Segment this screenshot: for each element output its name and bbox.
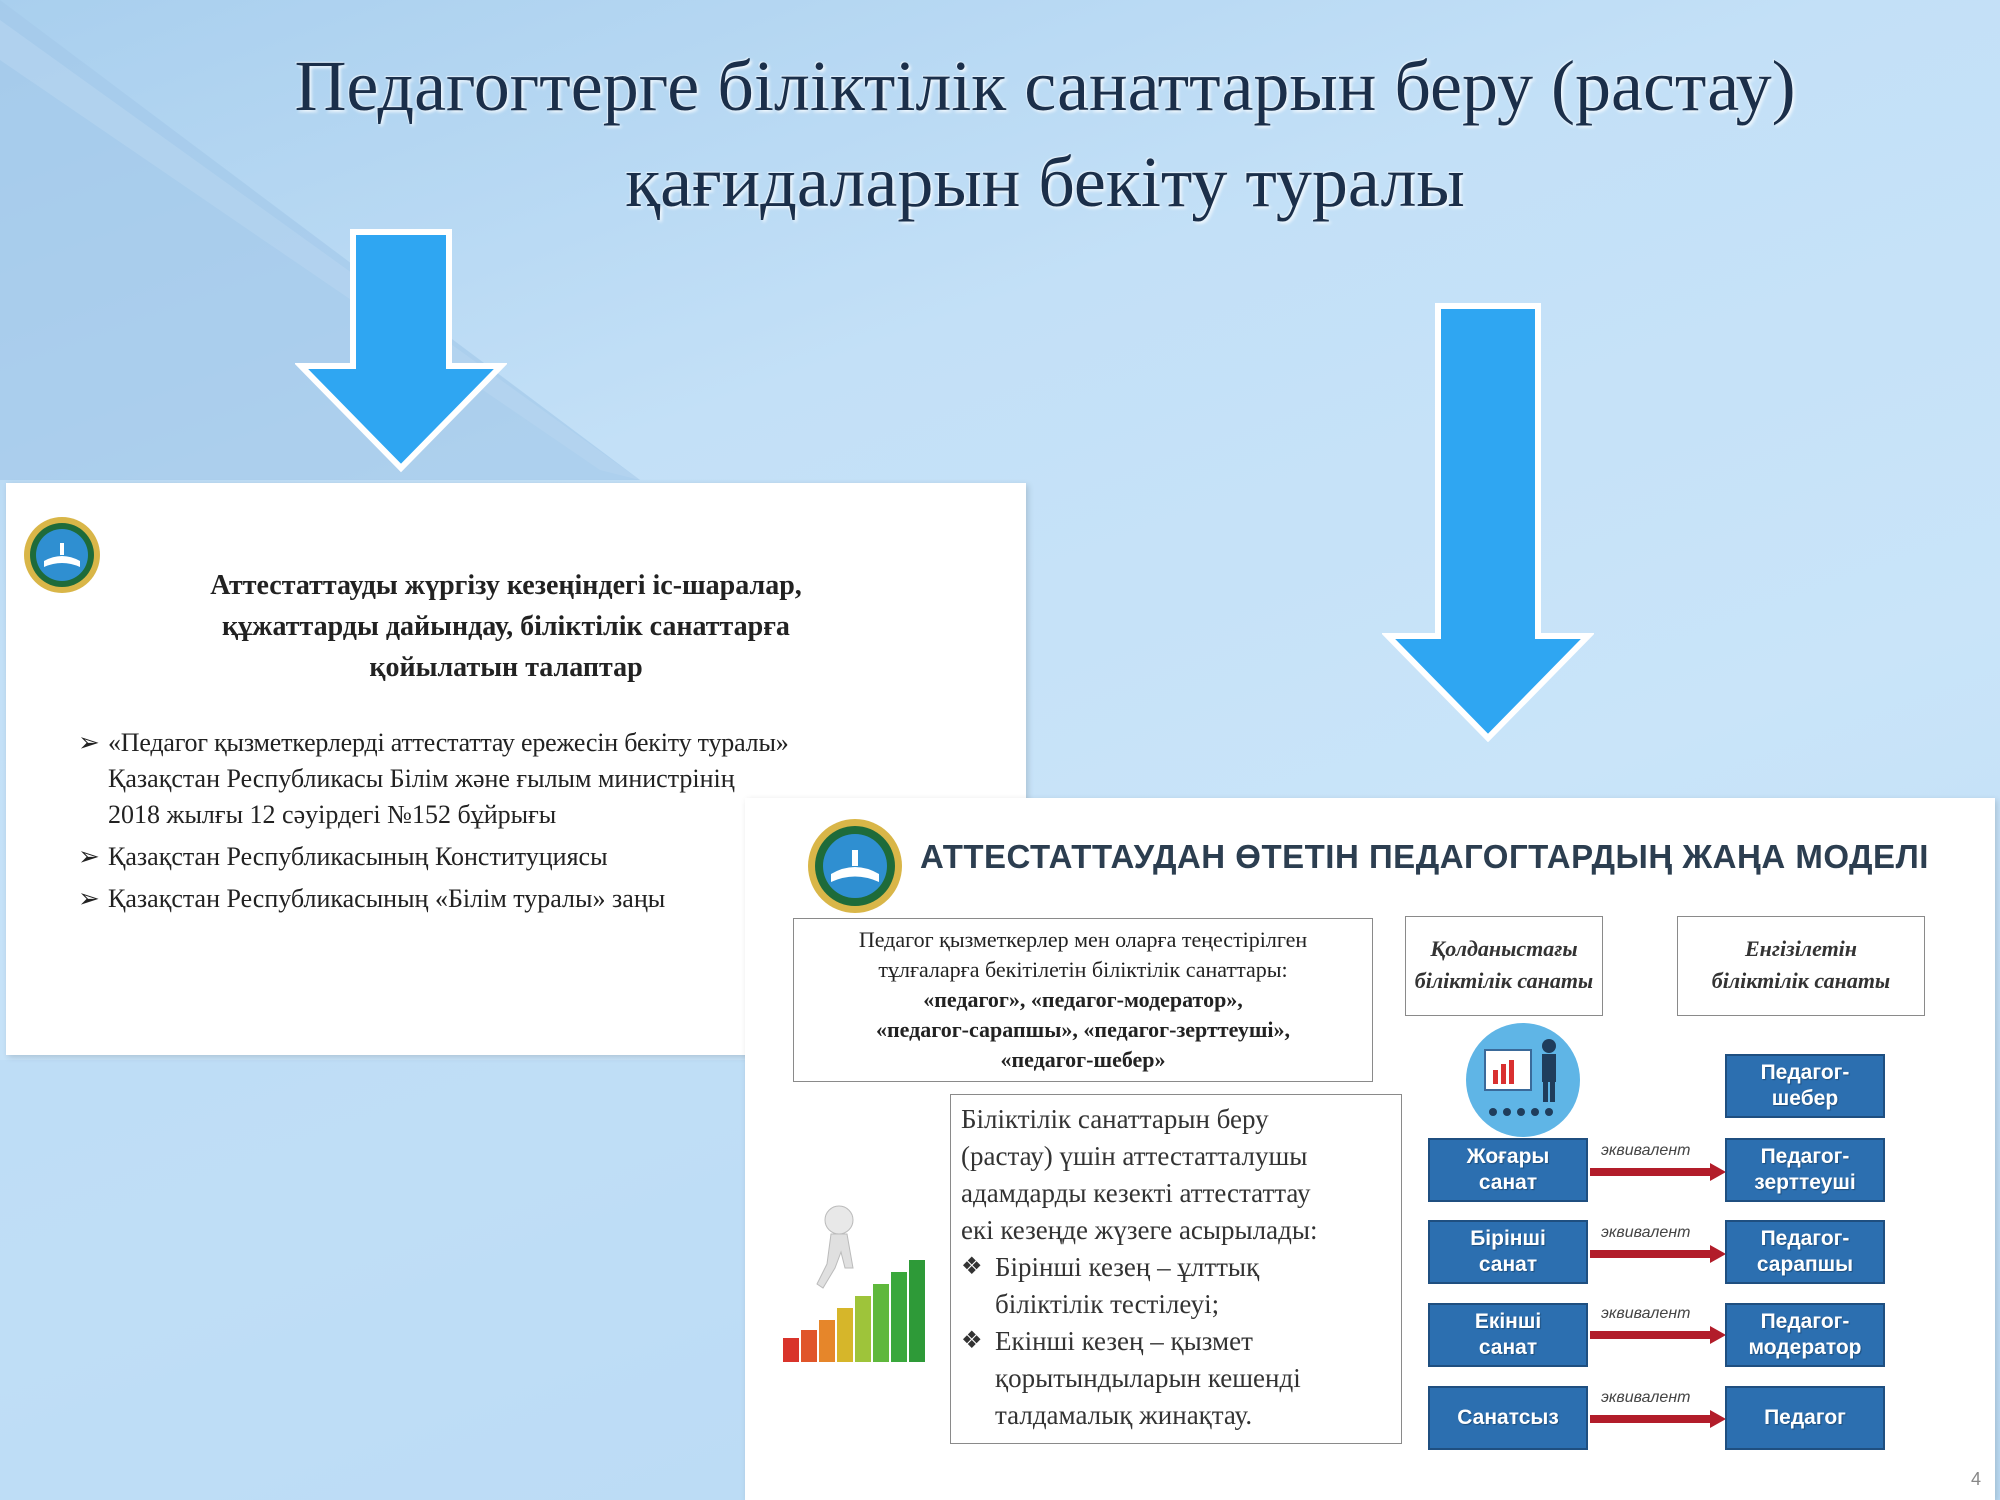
header-line: біліктілік санаты xyxy=(1414,968,1594,993)
box-line: «педагог», «педагог-модератор», xyxy=(923,987,1243,1012)
box-line: Санатсыз xyxy=(1457,1406,1559,1429)
left-heading-line: құжаттарды дайындау, біліктілік санаттарға xyxy=(222,611,790,642)
category-current-box xyxy=(1428,1220,1588,1284)
page-title xyxy=(220,38,1870,230)
list-item-line: 2018 жылғы 12 сәуірдегі №152 бұйрығы xyxy=(108,800,557,829)
diamond-bullet-icon: ❖ xyxy=(961,1328,983,1354)
ministry-seal-icon xyxy=(805,816,905,916)
box-line: санат xyxy=(1478,1171,1538,1194)
right-slide-heading: АТТЕСТАТТАУДАН ӨТЕТІН ПЕДАГОГТАРДЫҢ ЖАҢА МОДЕЛІ xyxy=(920,838,1929,875)
down-arrow-icon xyxy=(1382,302,1594,742)
equivalent-label: эквивалент xyxy=(1601,1305,1691,1322)
list-item-line: «Педагог қызметкерлерді аттестаттау ережесін бекіту туралы» xyxy=(108,728,789,757)
box-line: Жоғары xyxy=(1466,1145,1550,1168)
title-line-2: қағидаларын бекіту туралы xyxy=(625,142,1465,222)
equivalent-label: эквивалент xyxy=(1601,1142,1691,1159)
list-item-line: біліктілік тестілеуі; xyxy=(995,1289,1220,1319)
connector-arrow-icon xyxy=(1590,1162,1728,1182)
box-line: санат xyxy=(1478,1253,1538,1276)
category-current-box xyxy=(1428,1303,1588,1367)
box-line: «педагог-шебер» xyxy=(1000,1047,1166,1072)
box-line: адамдарды кезекті аттестаттау xyxy=(961,1178,1311,1208)
category-master-box xyxy=(1725,1054,1885,1118)
list-item-line: Қазақстан Республикасының «Білім туралы» заңы xyxy=(108,884,666,913)
category-new-box xyxy=(1725,1303,1885,1367)
arrow-bullet-icon: ➢ xyxy=(78,884,100,913)
header-line: біліктілік санаты xyxy=(1711,968,1891,993)
arrow-bullet-icon: ➢ xyxy=(78,842,100,871)
arrow-bullet-icon: ➢ xyxy=(78,728,100,757)
new-category-header xyxy=(1677,916,1925,1016)
box-line: модератор xyxy=(1748,1336,1862,1359)
connector-arrow-icon xyxy=(1590,1409,1728,1429)
category-new-box xyxy=(1725,1386,1885,1450)
box-line: екі кезеңде жүзеге асырылады: xyxy=(961,1215,1318,1245)
ministry-seal-icon xyxy=(22,515,102,595)
left-slide-heading xyxy=(126,565,886,688)
list-item-line: қорытындыларын кешенді xyxy=(995,1363,1301,1393)
list-item xyxy=(961,1323,1393,1434)
box-line: Педагог- xyxy=(1760,1145,1850,1168)
box-line: шебер xyxy=(1771,1087,1839,1110)
box-line: Біліктілік санаттарын беру xyxy=(961,1104,1269,1134)
box-line: Педагог- xyxy=(1760,1061,1850,1084)
qualification-categories-box xyxy=(793,918,1373,1082)
stages-list xyxy=(961,1249,1393,1434)
box-line: (растау) үшін аттестатталушы xyxy=(961,1141,1308,1171)
box-line: Бірінші xyxy=(1470,1227,1546,1250)
list-item xyxy=(961,1249,1393,1323)
slide-new-teacher-model xyxy=(745,798,1995,1500)
box-line: тұлғаларға бекітілетін біліктілік санаттары: xyxy=(878,957,1288,982)
connector-arrow-icon xyxy=(1590,1325,1728,1345)
box-line: сарапшы xyxy=(1756,1253,1854,1276)
box-line: санат xyxy=(1478,1336,1538,1359)
box-line: Педагог- xyxy=(1760,1227,1850,1250)
list-item-line: Бірінші кезең – ұлттық xyxy=(995,1252,1260,1282)
page-number: 4 xyxy=(1970,1469,1981,1489)
header-line: Қолданыстағы xyxy=(1430,936,1578,961)
connector-arrow-icon xyxy=(1590,1244,1728,1264)
down-arrow-icon xyxy=(295,228,507,473)
category-new-box xyxy=(1725,1138,1885,1202)
category-new-box xyxy=(1725,1220,1885,1284)
left-heading-line: Аттестаттауды жүргізу кезеңіндегі іс-шаралар, xyxy=(210,570,802,601)
list-item-line: Қазақстан Республикасының Конституциясы xyxy=(108,842,608,871)
box-line: Педагог xyxy=(1764,1406,1846,1429)
box-line: зерттеуші xyxy=(1754,1171,1856,1194)
title-line-1: Педагогтерге біліктілік санаттарын беру (растау) xyxy=(294,46,1796,126)
category-current-box xyxy=(1428,1138,1588,1202)
diamond-bullet-icon: ❖ xyxy=(961,1254,983,1280)
box-line: Екінші xyxy=(1474,1310,1542,1333)
list-item-line: талдамалық жинақтау. xyxy=(995,1400,1253,1430)
equivalent-label: эквивалент xyxy=(1601,1224,1691,1241)
growth-chart-icon xyxy=(775,1198,955,1378)
presenter-icon xyxy=(1463,1020,1583,1140)
category-current-box xyxy=(1428,1386,1588,1450)
current-category-header xyxy=(1405,916,1603,1016)
box-line: Педагог қызметкерлер мен оларға теңестірілген xyxy=(858,927,1308,952)
box-line: «педагог-сарапшы», «педагог-зерттеуші», xyxy=(875,1017,1291,1042)
header-line: Енгізілетін xyxy=(1744,936,1858,961)
left-heading-line: қойылатын талаптар xyxy=(369,652,643,683)
list-item-line: Екінші кезең – қызмет xyxy=(995,1326,1253,1356)
equivalent-label: эквивалент xyxy=(1601,1389,1691,1406)
list-item-line: Қазақстан Республикасы Білім және ғылым министрінің xyxy=(108,764,735,793)
attestation-stages-box xyxy=(950,1094,1402,1444)
box-line: Педагог- xyxy=(1760,1310,1850,1333)
